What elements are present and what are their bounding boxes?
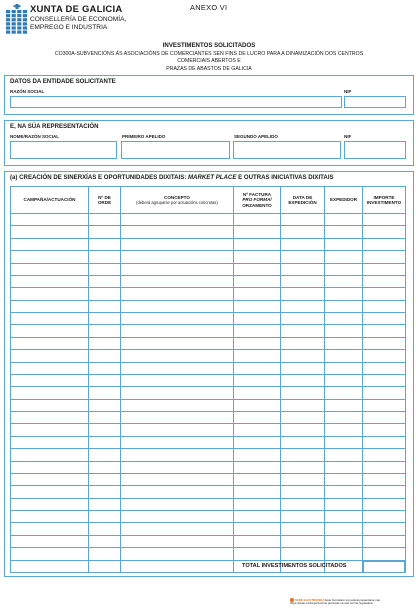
table-row [11, 350, 406, 362]
table-cell[interactable] [325, 498, 363, 510]
razon-social-field[interactable] [10, 96, 342, 108]
table-cell[interactable] [363, 226, 406, 238]
subtitle-line-2: PRAZAS DE ABASTOS DE GALICIA [166, 65, 252, 72]
table-cell[interactable] [234, 275, 281, 287]
table-cell[interactable] [234, 424, 281, 436]
table-cell[interactable] [281, 238, 325, 250]
table-cell[interactable] [11, 461, 89, 473]
document-subtitle [40, 51, 378, 73]
table-cell[interactable] [11, 350, 89, 362]
table-cell[interactable] [325, 263, 363, 275]
table-cell[interactable] [11, 424, 89, 436]
table-cell[interactable] [121, 498, 234, 510]
table-cell[interactable] [234, 263, 281, 275]
table-cell[interactable] [11, 214, 89, 226]
footer-line-1: Este formulario só poderá presentarse nas [325, 597, 381, 602]
table-cell[interactable] [89, 226, 121, 238]
table-cell[interactable] [325, 238, 363, 250]
table-cell[interactable] [89, 275, 121, 287]
table-cell[interactable] [11, 251, 89, 263]
table-cell[interactable] [363, 288, 406, 300]
representative-section [4, 120, 414, 166]
table-cell[interactable] [89, 214, 121, 226]
table-cell[interactable] [11, 498, 89, 510]
table-row [11, 399, 406, 411]
table-cell[interactable] [234, 399, 281, 411]
table-cell[interactable] [11, 362, 89, 374]
table-cell[interactable] [281, 214, 325, 226]
table-cell[interactable] [121, 486, 234, 498]
table-row [11, 374, 406, 386]
table-cell[interactable] [363, 300, 406, 312]
table-cell[interactable] [363, 399, 406, 411]
table-cell[interactable] [121, 387, 234, 399]
organization-block [30, 4, 126, 31]
table-cell[interactable] [281, 399, 325, 411]
table-cell[interactable] [234, 486, 281, 498]
table-cell[interactable] [121, 288, 234, 300]
table-cell[interactable] [234, 362, 281, 374]
table-cell[interactable] [11, 337, 89, 349]
table-cell[interactable] [325, 251, 363, 263]
table-cell[interactable] [234, 535, 281, 547]
table-cell[interactable] [363, 461, 406, 473]
table-row [11, 362, 406, 374]
table-cell[interactable] [363, 337, 406, 349]
table-cell[interactable] [363, 449, 406, 461]
table-row [11, 461, 406, 473]
table-cell[interactable] [11, 436, 89, 448]
table-cell[interactable] [281, 313, 325, 325]
table-cell[interactable] [363, 350, 406, 362]
table-cell[interactable] [234, 337, 281, 349]
table-cell[interactable] [11, 486, 89, 498]
logo-square [12, 26, 16, 29]
table-row [11, 436, 406, 448]
table-cell[interactable] [281, 387, 325, 399]
table-cell[interactable] [121, 251, 234, 263]
table-cell[interactable] [325, 535, 363, 547]
table-cell[interactable] [325, 300, 363, 312]
logo-square [23, 31, 27, 34]
col-campaign: CAMPAÑA/ACTUACIÓN [11, 187, 89, 214]
table-cell[interactable] [325, 461, 363, 473]
logo-square [17, 26, 21, 29]
table-cell[interactable] [11, 399, 89, 411]
first-surname-field[interactable] [121, 141, 230, 159]
logo-square [6, 14, 10, 17]
table-cell[interactable] [363, 275, 406, 287]
table-cell[interactable] [325, 214, 363, 226]
table-cell[interactable] [363, 387, 406, 399]
logo-square [12, 18, 16, 21]
table-cell[interactable] [89, 251, 121, 263]
logo-square [17, 10, 21, 13]
annex-label: ANEXO VI [190, 3, 228, 12]
table-cell[interactable] [281, 535, 325, 547]
table-cell[interactable] [281, 275, 325, 287]
table-row [11, 226, 406, 238]
table-cell[interactable] [121, 449, 234, 461]
investments-title-prefix: (a) CREACIÓN DE SINERXÍAS E OPORTUNIDADES DIXITAIS: [10, 174, 188, 181]
table-cell[interactable] [325, 313, 363, 325]
table-cell[interactable] [281, 436, 325, 448]
logo-square [6, 31, 10, 34]
logo-square [17, 22, 21, 25]
table-cell[interactable] [363, 535, 406, 547]
table-cell[interactable] [121, 313, 234, 325]
table-cell[interactable] [363, 263, 406, 275]
table-cell[interactable] [89, 325, 121, 337]
table-cell[interactable] [363, 548, 406, 560]
table-row [11, 387, 406, 399]
table-cell[interactable] [234, 548, 281, 560]
col-date: DATA DE EXPEDICIÓN [281, 187, 325, 214]
table-cell[interactable] [325, 387, 363, 399]
table-header-row [11, 187, 406, 214]
subtitle-line-1: CO300A-SUBVENCIÓNS ÁS ASOCIACIÓNS DE COMERCIANTES SEN FINS DE LUCRO PARA A DINAMIZACIÓN DOS CENTROS COMERCIAIS ABERTOS E [54, 51, 364, 65]
razon-social-label: RAZÓN SOCIAL [10, 89, 45, 94]
logo-square [17, 31, 21, 34]
table-cell[interactable] [89, 313, 121, 325]
table-row [11, 523, 406, 535]
entity-section [4, 75, 414, 115]
table-cell[interactable] [281, 449, 325, 461]
table-cell[interactable] [234, 473, 281, 485]
table-row [11, 325, 406, 337]
table-cell[interactable] [121, 263, 234, 275]
table-cell[interactable] [11, 473, 89, 485]
table-cell[interactable] [121, 337, 234, 349]
table-cell[interactable] [281, 226, 325, 238]
table-row [11, 214, 406, 226]
table-cell[interactable] [89, 449, 121, 461]
table-cell[interactable] [89, 362, 121, 374]
col-amount: IMPORTE INVESTIMENTO [363, 187, 406, 214]
table-cell[interactable] [89, 535, 121, 547]
col-issuer: EXPEDIDOR [325, 187, 363, 214]
table-cell[interactable] [325, 449, 363, 461]
logo-square [6, 26, 10, 29]
table-row [11, 498, 406, 510]
logo-square [12, 14, 16, 17]
table-row [11, 313, 406, 325]
table-cell[interactable] [234, 511, 281, 523]
logo-square [23, 22, 27, 25]
table-cell[interactable] [325, 523, 363, 535]
table-cell[interactable] [89, 486, 121, 498]
organization-name: XUNTA DE GALICIA [30, 4, 123, 15]
second-surname-field[interactable] [233, 141, 341, 159]
table-cell[interactable] [234, 498, 281, 510]
department-line-2: EMPREGO E INDUSTRIA [30, 23, 108, 31]
table-cell[interactable] [325, 288, 363, 300]
table-cell[interactable] [325, 226, 363, 238]
table-cell[interactable] [234, 374, 281, 386]
table-cell[interactable] [234, 226, 281, 238]
table-cell[interactable] [121, 412, 234, 424]
logo-square [17, 18, 21, 21]
table-cell[interactable] [234, 523, 281, 535]
table-cell[interactable] [89, 238, 121, 250]
table-cell[interactable] [11, 226, 89, 238]
footer-line-3: formas previstas na súa norma reguladora [318, 601, 373, 606]
logo-square [23, 26, 27, 29]
table-row [11, 300, 406, 312]
table-cell[interactable] [281, 548, 325, 560]
table-cell[interactable] [234, 412, 281, 424]
investments-section-title [10, 174, 334, 181]
logo-square [23, 10, 27, 13]
table-cell[interactable] [121, 548, 234, 560]
table-cell[interactable] [89, 511, 121, 523]
investments-table [10, 186, 406, 573]
entity-nif-field[interactable] [344, 96, 406, 108]
table-row [11, 449, 406, 461]
table-cell[interactable] [89, 424, 121, 436]
table-cell[interactable] [281, 486, 325, 498]
table-cell[interactable] [363, 238, 406, 250]
table-cell[interactable] [121, 523, 234, 535]
table-cell[interactable] [121, 535, 234, 547]
table-cell[interactable] [89, 548, 121, 560]
table-cell[interactable] [363, 251, 406, 263]
table-cell[interactable] [281, 263, 325, 275]
table-cell[interactable] [11, 535, 89, 547]
table-row [11, 412, 406, 424]
table-cell[interactable] [11, 511, 89, 523]
col-concept: CONCEPTO (deberá agruparse por actuacións concretas) [121, 187, 234, 214]
table-cell[interactable] [363, 325, 406, 337]
table-cell[interactable] [11, 374, 89, 386]
investments-title-italic: MARKET PLACE [187, 174, 237, 181]
table-cell[interactable] [89, 436, 121, 448]
representative-nif-label: NIF [344, 134, 352, 139]
table-cell[interactable] [281, 288, 325, 300]
sede-label: SEDE ELECTRÓNICA [295, 597, 325, 602]
logo-square [6, 10, 10, 13]
table-cell[interactable] [121, 399, 234, 411]
logo-square [23, 18, 27, 21]
table-cell[interactable] [281, 325, 325, 337]
table-cell[interactable] [89, 461, 121, 473]
second-surname-label: SEGUNDO APELIDO [234, 134, 278, 139]
table-cell[interactable] [281, 374, 325, 386]
table-cell[interactable] [89, 337, 121, 349]
first-surname-label: PRIMEIRO APELIDO [122, 134, 166, 139]
table-cell[interactable] [11, 387, 89, 399]
table-cell[interactable] [281, 523, 325, 535]
table-cell[interactable] [234, 251, 281, 263]
table-cell[interactable] [89, 300, 121, 312]
table-cell[interactable] [363, 473, 406, 485]
table-cell[interactable] [281, 412, 325, 424]
table-row [11, 486, 406, 498]
table-cell[interactable] [89, 473, 121, 485]
table-cell[interactable] [234, 436, 281, 448]
table-row [11, 275, 406, 287]
logo-square [6, 18, 10, 21]
table-cell[interactable] [234, 300, 281, 312]
table-cell[interactable] [363, 436, 406, 448]
table-cell[interactable] [363, 424, 406, 436]
table-cell[interactable] [89, 263, 121, 275]
table-row [11, 535, 406, 547]
table-row [11, 511, 406, 523]
table-cell[interactable] [363, 498, 406, 510]
table-cell[interactable] [281, 498, 325, 510]
table-cell[interactable] [325, 548, 363, 560]
table-cell[interactable] [11, 560, 89, 573]
table-row [11, 548, 406, 560]
table-cell[interactable] [363, 362, 406, 374]
logo-square [12, 10, 16, 13]
representative-section-title: E, NA SÚA REPRESENTACIÓN [10, 123, 99, 130]
table-cell[interactable] [121, 424, 234, 436]
table-cell[interactable] [121, 461, 234, 473]
table-cell[interactable] [281, 424, 325, 436]
investments-title-suffix: E OUTRAS INICIATIVAS DIXITAIS [236, 174, 334, 181]
table-cell[interactable] [11, 449, 89, 461]
table-cell[interactable] [121, 374, 234, 386]
total-field[interactable] [363, 561, 405, 573]
table-cell[interactable] [121, 325, 234, 337]
table-cell[interactable] [325, 362, 363, 374]
footer-line-2: https://sede.xunta.gal [290, 601, 318, 606]
logo-square [17, 14, 21, 17]
logo-cross [14, 5, 21, 7]
table-cell[interactable] [89, 498, 121, 510]
entity-section-title: DATOS DA ENTIDADE SOLICITANTE [10, 78, 116, 85]
table-cell[interactable] [325, 350, 363, 362]
department-line-1: CONSELLERÍA DE ECONOMÍA, [30, 16, 127, 23]
table-cell[interactable] [121, 300, 234, 312]
entity-nif-label: NIF [344, 89, 352, 94]
table-cell[interactable] [363, 511, 406, 523]
table-cell[interactable] [363, 374, 406, 386]
table-cell[interactable] [11, 523, 89, 535]
table-cell[interactable] [11, 300, 89, 312]
table-cell[interactable] [325, 337, 363, 349]
table-cell[interactable] [121, 473, 234, 485]
document-title: INVESTIMENTOS SOLICITADOS [162, 42, 256, 49]
table-cell[interactable] [363, 486, 406, 498]
table-row [11, 288, 406, 300]
name-field[interactable] [10, 141, 117, 159]
table-cell[interactable] [11, 325, 89, 337]
table-cell[interactable] [121, 275, 234, 287]
table-cell[interactable] [281, 511, 325, 523]
table-cell[interactable] [325, 436, 363, 448]
table-cell[interactable] [89, 399, 121, 411]
table-cell[interactable] [325, 486, 363, 498]
representative-nif-field[interactable] [344, 141, 406, 159]
table-cell[interactable] [325, 424, 363, 436]
footer [290, 598, 414, 606]
table-row [11, 263, 406, 275]
table-cell[interactable] [11, 238, 89, 250]
table-cell[interactable] [121, 560, 234, 573]
table-cell[interactable] [121, 238, 234, 250]
table-cell[interactable] [234, 325, 281, 337]
table-cell[interactable] [11, 288, 89, 300]
table-cell[interactable] [234, 238, 281, 250]
col-order: Nº DE ORDE [89, 187, 121, 214]
table-cell[interactable] [89, 412, 121, 424]
table-cell[interactable] [281, 251, 325, 263]
table-cell[interactable] [121, 436, 234, 448]
table-cell[interactable] [281, 350, 325, 362]
table-cell[interactable] [325, 325, 363, 337]
table-cell[interactable] [89, 288, 121, 300]
table-cell[interactable] [325, 275, 363, 287]
table-row [11, 424, 406, 436]
table-cell[interactable] [281, 461, 325, 473]
table-cell[interactable] [281, 362, 325, 374]
name-label: NOME/RAZÓN SOCIAL [10, 134, 59, 139]
table-row [11, 473, 406, 485]
table-cell[interactable] [363, 412, 406, 424]
table-cell[interactable] [325, 399, 363, 411]
table-cell[interactable] [11, 275, 89, 287]
table-cell[interactable] [234, 313, 281, 325]
table-cell[interactable] [234, 387, 281, 399]
table-cell[interactable] [89, 560, 121, 573]
table-cell[interactable] [363, 313, 406, 325]
table-cell[interactable] [234, 214, 281, 226]
table-cell[interactable] [363, 214, 406, 226]
table-cell[interactable] [234, 288, 281, 300]
logo-square [12, 31, 16, 34]
table-row [11, 238, 406, 250]
table-cell[interactable] [281, 300, 325, 312]
table-cell[interactable] [11, 313, 89, 325]
table-cell[interactable] [89, 374, 121, 386]
table-cell[interactable] [325, 374, 363, 386]
table-cell[interactable] [121, 214, 234, 226]
table-cell[interactable] [363, 523, 406, 535]
table-cell[interactable] [325, 511, 363, 523]
table-cell[interactable] [11, 263, 89, 275]
table-row [11, 337, 406, 349]
xunta-galicia-logo-icon [5, 4, 29, 35]
table-cell[interactable] [121, 226, 234, 238]
table-cell[interactable] [325, 412, 363, 424]
table-cell[interactable] [281, 473, 325, 485]
col-invoice: Nº FACTURA PRO FORMA/ ORZAMENTO [234, 187, 281, 214]
logo-square [12, 22, 16, 25]
table-cell[interactable] [89, 350, 121, 362]
total-label: TOTAL INVESTIMENTOS SOLICITADOS [242, 563, 347, 569]
table-cell[interactable] [234, 461, 281, 473]
table-cell[interactable] [121, 350, 234, 362]
table-cell[interactable] [234, 350, 281, 362]
table-cell[interactable] [89, 523, 121, 535]
logo-square [23, 14, 27, 17]
table-cell[interactable] [11, 548, 89, 560]
table-cell[interactable] [89, 387, 121, 399]
table-cell[interactable] [234, 449, 281, 461]
table-cell[interactable] [121, 511, 234, 523]
table-cell[interactable] [281, 337, 325, 349]
table-cell[interactable] [325, 473, 363, 485]
table-row [11, 251, 406, 263]
table-cell[interactable] [121, 362, 234, 374]
table-cell[interactable] [11, 412, 89, 424]
logo-square [6, 22, 10, 25]
